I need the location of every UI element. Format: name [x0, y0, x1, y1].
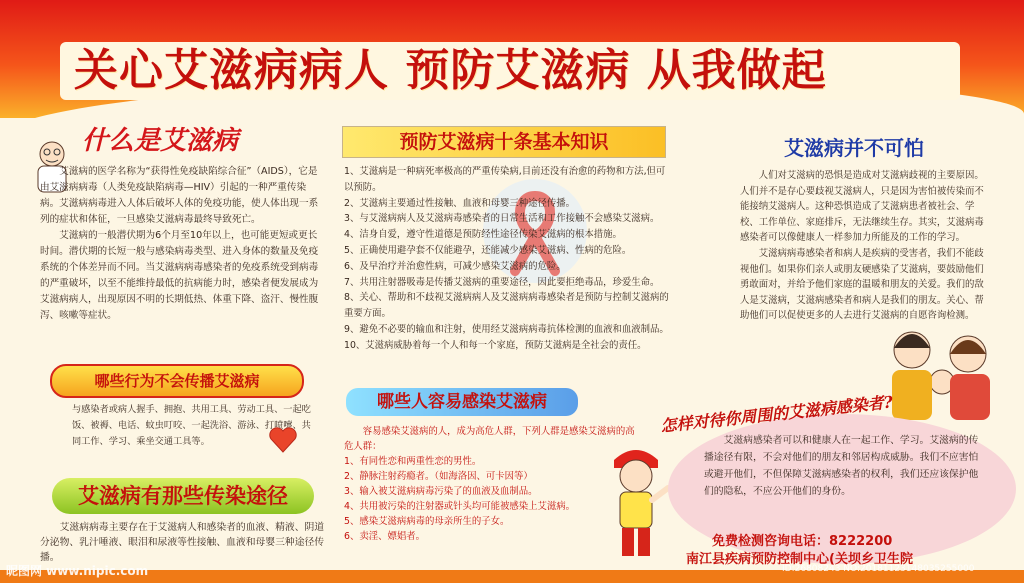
- boy-cartoon-icon: [600, 440, 672, 560]
- list-item: 4、洁身自爱，遵守性道德是预防经性途径传染艾滋病的根本措施。: [344, 229, 622, 241]
- ten-facts-title: 预防艾滋病十条基本知识: [342, 126, 666, 158]
- paragraph: 艾滋病感染者可以和健康人在一起工作、学习。艾滋病的传播途径有限，不会对他们的朋友和邻居构成威胁。我们不应害怕或避开他们，不但保障艾滋病感染者的权利，我们还应该保护他们的隐私，不应公开他们的身份。: [704, 435, 979, 497]
- not-fearful-text: [740, 168, 986, 324]
- paragraph: 人们对艾滋病的恐惧是造成对艾滋病歧视的主要原因。人们并不是存心要歧视艾滋病人，只是因为害怕被传染而不能接纳艾滋病人。这种恐惧造成了艾滋病患者被社会、学校、工作单位、家庭排斥，无法继续生存。其实，艾滋病毒感染者可以像健康人一样参加力所能及的工作的学习。: [740, 170, 984, 244]
- list-item: 7、共用注射器吸毒是传播艾滋病的重要途径，因此要拒绝毒品，珍爱生命。: [344, 276, 660, 288]
- list-item: 2、静脉注射药瘾者。（如海洛因、可卡因等）: [344, 471, 533, 482]
- list-item: 8、关心、帮助和不歧视艾滋病病人及艾滋病病毒感染者是预防与控制艾滋病的重要方面。: [344, 292, 669, 320]
- list-item: 3、与艾滋病病人及艾滋病毒感染者的日常生活和工作接触不会感染艾滋病。: [344, 213, 660, 225]
- routes-title: 艾滋病有那些传染途径: [52, 478, 314, 514]
- ten-facts-list: [344, 164, 674, 354]
- paragraph: 艾滋病病毒感染者和病人是疾病的受害者，我们不能歧视他们。如果你们亲人或朋友硬感染了艾滋病，要鼓励他们勇敢面对，并给予他们家庭的温暖和朋友的关爱。我们的敌人是艾滋病，艾滋病感染者和病人是我们的朋友。关心、帮助他们可以促使更多的人去进行艾滋病的自愿咨询检测。: [740, 247, 984, 322]
- high-risk-intro: 容易感染艾滋病的人，成为高危人群，下列人群是感染艾滋病的高危人群：: [344, 426, 635, 452]
- list-item: 4、共用被污染的注射器或针头均可能被感染上艾滋病。: [344, 501, 575, 512]
- not-fearful-title: 艾滋病并不可怕: [784, 136, 924, 160]
- list-item: 6、及早治疗并治愈性病，可减少感染艾滋病的危险。: [344, 260, 566, 272]
- organization-name: 南江县疾病预防控制中心(关坝乡卫生院: [686, 552, 913, 567]
- high-risk-title: 哪些人容易感染艾滋病: [346, 388, 578, 416]
- list-item: 10、艾滋病威胁着每一个人和每一个家庭，预防艾滋病是全社会的责任。: [344, 339, 647, 351]
- list-item: 1、艾滋病是一种病死率极高的严重传染病,目前还没有治愈的药物和方法,但可以预防。: [344, 166, 666, 193]
- high-risk-list: [344, 424, 640, 544]
- list-item: 9、避免不必要的输血和注射，使用经艾滋病病毒抗体检测的血液和血液制品。: [344, 323, 669, 335]
- list-item: 3、输入被艾滋病病毒污染了的血液及血制品。: [344, 486, 538, 497]
- hotline-text: 免费检测咨询电话：8222200: [712, 534, 893, 549]
- no-spread-title: 哪些行为不会传播艾滋病: [50, 364, 304, 398]
- paragraph: 艾滋病的一般潜伏期为6个月至10年以上，也可能更短或更长时间。潜伏期的长短一般与感染病毒类型、进入身体的数量及免疫系统的个体差异而不同。当艾滋病病毒感染者的免疫系统受到病毒的严重破坏，以至不能维持最低的抗病能力时，感染者便发展成为艾滋病病人，出现原因不明的长期低热、体重下降、盗汗、慢性腹泻、咳嗽等症状。: [40, 230, 319, 321]
- list-item: 1、有同性恋和两重性恋的男性。: [344, 456, 482, 467]
- list-item: 5、正确使用避孕套不仅能避孕，还能减少感染艾滋病、性病的危险。: [344, 244, 632, 256]
- routes-text: [40, 520, 330, 565]
- list-item: 6、卖淫、嫖娼者。: [344, 531, 425, 542]
- heart-icon: [268, 426, 298, 454]
- watermark-right: ID:26808243 NO:20181123148035255000: [782, 564, 975, 574]
- treat-infected-title: 怎样对待你周围的艾滋病感染者?: [659, 392, 894, 436]
- page-title: 关心艾滋病病人 预防艾滋病 从我做起: [60, 42, 960, 100]
- paragraph: 艾滋病病毒主要存在于艾滋病人和感染者的血液、精液、阴道分泌物、乳汁唾液、眼泪和尿液等性接触、血液和母婴三种途径传播。: [40, 522, 325, 563]
- no-spread-text: 与感染者或病人握手、拥抱、共用工具、劳动工具、一起吃饭、被褥、电话、蚊虫叮咬、一起洗浴、游泳、打喷嚏、共同工作、学习、乘坐交通工具等。: [72, 404, 311, 447]
- watermark-left: 昵图网 www.nipic.com: [6, 564, 149, 578]
- list-item: 5、感染艾滋病病毒的母亲所生的子女。: [344, 516, 510, 527]
- treat-infected-text: [704, 432, 988, 500]
- paragraph: 艾滋病的医学名称为“获得性免疫缺陷综合征”（AIDS），它是由艾滋病病毒（人类免疫缺陷病毒—HIV）引起的一种严重传染病。艾滋病病毒进入人体后破坏人体的免疫功能，使人体出现一系列的症状和体征，一旦感染艾滋病毒最终导致死亡。: [40, 166, 319, 225]
- what-is-aids-title: 什么是艾滋病: [82, 126, 239, 156]
- what-is-aids-text: [40, 164, 324, 324]
- list-item: 2、艾滋病主要通过性接触、血液和母婴三种途径传播。: [344, 197, 575, 209]
